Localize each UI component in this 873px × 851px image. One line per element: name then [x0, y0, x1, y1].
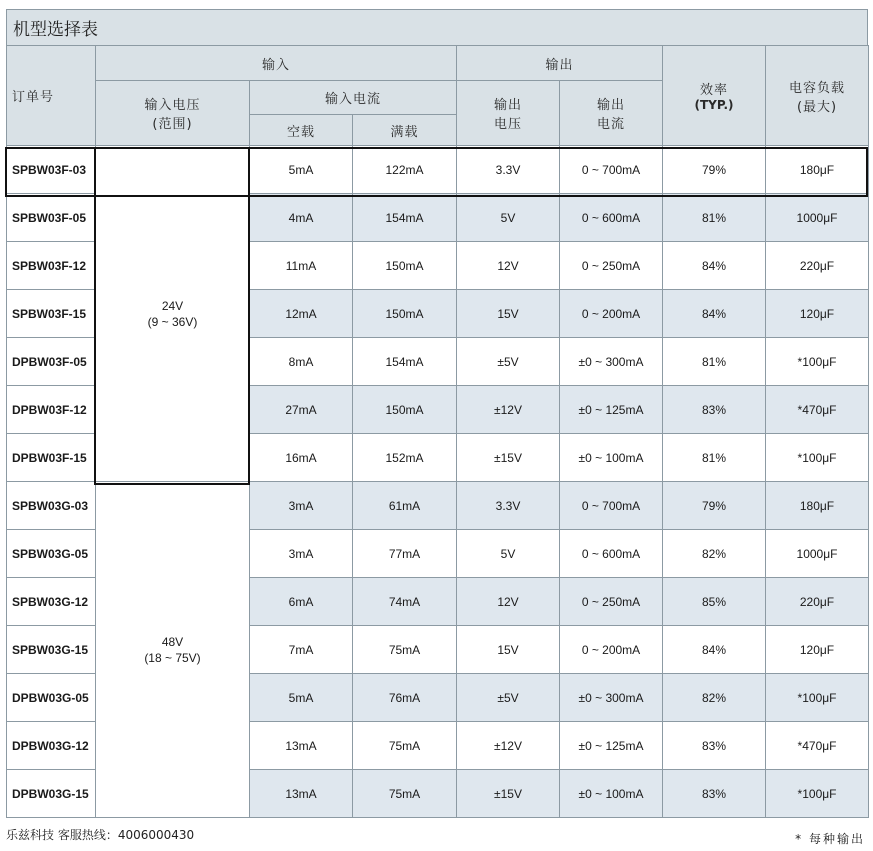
header-input-current: 输入电流 — [250, 81, 457, 115]
no-load-current: 6mA — [250, 578, 353, 626]
header-input-voltage-label: 输入电压 — [144, 98, 201, 113]
order-number: SPBW03G-15 — [7, 626, 96, 674]
full-load-current: 61mA — [353, 482, 457, 530]
header-order-no: 订单号 — [7, 46, 96, 146]
no-load-current: 3mA — [250, 482, 353, 530]
output-current: ±0 ~ 100mA — [560, 434, 663, 482]
header-cap-load-sub: (最大) — [796, 99, 838, 115]
capacitive-load: 180μF — [766, 146, 869, 194]
order-number: SPBW03G-03 — [7, 482, 96, 530]
order-number: DPBW03F-12 — [7, 386, 96, 434]
order-number: SPBW03G-12 — [7, 578, 96, 626]
full-load-current: 150mA — [353, 242, 457, 290]
full-load-current: 77mA — [353, 530, 457, 578]
header-input-voltage-sub: (范围) — [152, 117, 193, 132]
no-load-current: 27mA — [250, 386, 353, 434]
output-current: 0 ~ 200mA — [560, 626, 663, 674]
no-load-current: 7mA — [250, 626, 353, 674]
output-voltage: 12V — [457, 242, 560, 290]
order-number: SPBW03F-05 — [7, 194, 96, 242]
header-full-load: 满载 — [353, 115, 457, 146]
output-voltage: ±5V — [457, 338, 560, 386]
no-load-current: 5mA — [250, 674, 353, 722]
output-voltage: 5V — [457, 194, 560, 242]
no-load-current: 16mA — [250, 434, 353, 482]
output-voltage: ±15V — [457, 770, 560, 818]
capacitive-load: *100μF — [766, 770, 869, 818]
efficiency: 82% — [663, 674, 766, 722]
order-number: DPBW03F-15 — [7, 434, 96, 482]
output-current: 0 ~ 600mA — [560, 194, 663, 242]
full-load-current: 150mA — [353, 290, 457, 338]
output-voltage: 5V — [457, 530, 560, 578]
efficiency: 81% — [663, 434, 766, 482]
full-load-current: 75mA — [353, 722, 457, 770]
output-voltage: ±5V — [457, 674, 560, 722]
output-voltage: 15V — [457, 626, 560, 674]
header-cap-load-label: 电容负载 — [789, 80, 846, 96]
capacitive-load: 120μF — [766, 626, 869, 674]
input-voltage: 24V — [161, 298, 184, 313]
header-output-voltage-line1: 输出 — [493, 98, 522, 113]
no-load-current: 5mA — [250, 146, 353, 194]
footer-note: * 每种输出 — [795, 832, 865, 846]
capacitive-load: 180μF — [766, 482, 869, 530]
table-title: 机型选择表 — [6, 9, 868, 45]
output-voltage: 3.3V — [457, 146, 560, 194]
no-load-current: 8mA — [250, 338, 353, 386]
full-load-current: 152mA — [353, 434, 457, 482]
header-output-voltage-line2: 电压 — [493, 117, 522, 132]
output-voltage: 15V — [457, 290, 560, 338]
table-row — [7, 146, 869, 194]
header-output-current-line1: 输出 — [597, 98, 626, 113]
header-efficiency-sub: (TYP.) — [694, 98, 734, 112]
capacitive-load: 220μF — [766, 242, 869, 290]
efficiency: 84% — [663, 242, 766, 290]
output-current: ±0 ~ 300mA — [560, 674, 663, 722]
efficiency: 83% — [663, 386, 766, 434]
full-load-current: 74mA — [353, 578, 457, 626]
input-voltage: 48V — [161, 634, 184, 649]
full-load-current: 76mA — [353, 674, 457, 722]
efficiency: 81% — [663, 194, 766, 242]
no-load-current: 13mA — [250, 770, 353, 818]
header-output-current — [560, 81, 663, 146]
output-voltage: 3.3V — [457, 482, 560, 530]
full-load-current: 75mA — [353, 626, 457, 674]
no-load-current: 13mA — [250, 722, 353, 770]
full-load-current: 75mA — [353, 770, 457, 818]
efficiency: 85% — [663, 578, 766, 626]
header-output-current-line2: 电流 — [597, 117, 626, 132]
output-current: ±0 ~ 125mA — [560, 386, 663, 434]
full-load-current: 122mA — [353, 146, 457, 194]
input-voltage-range: (9 ~ 36V) — [147, 314, 198, 329]
header-no-load: 空载 — [250, 115, 353, 146]
header-input-voltage — [96, 81, 250, 146]
output-current: 0 ~ 250mA — [560, 578, 663, 626]
order-number: DPBW03F-05 — [7, 338, 96, 386]
model-selection-sheet — [6, 9, 868, 818]
output-current: ±0 ~ 125mA — [560, 722, 663, 770]
output-current: 0 ~ 200mA — [560, 290, 663, 338]
table-body — [7, 146, 869, 818]
capacitive-load: *100μF — [766, 674, 869, 722]
header-output-voltage — [457, 81, 560, 146]
efficiency: 82% — [663, 530, 766, 578]
order-number: SPBW03F-15 — [7, 290, 96, 338]
output-voltage: ±15V — [457, 434, 560, 482]
capacitive-load: 220μF — [766, 578, 869, 626]
capacitive-load: 120μF — [766, 290, 869, 338]
output-current: 0 ~ 600mA — [560, 530, 663, 578]
capacitive-load: *470μF — [766, 386, 869, 434]
order-number: SPBW03F-12 — [7, 242, 96, 290]
order-number: SPBW03F-03 — [7, 146, 96, 194]
output-current: ±0 ~ 300mA — [560, 338, 663, 386]
output-current: 0 ~ 700mA — [560, 482, 663, 530]
no-load-current: 12mA — [250, 290, 353, 338]
order-number: DPBW03G-05 — [7, 674, 96, 722]
output-current: ±0 ~ 100mA — [560, 770, 663, 818]
efficiency: 81% — [663, 338, 766, 386]
header-input: 输入 — [96, 46, 457, 81]
order-number: DPBW03G-12 — [7, 722, 96, 770]
capacitive-load: *100μF — [766, 338, 869, 386]
output-current: 0 ~ 250mA — [560, 242, 663, 290]
full-load-current: 154mA — [353, 338, 457, 386]
efficiency: 83% — [663, 722, 766, 770]
efficiency: 84% — [663, 290, 766, 338]
output-voltage: ±12V — [457, 386, 560, 434]
order-number: DPBW03G-15 — [7, 770, 96, 818]
header-output: 输出 — [457, 46, 663, 81]
header-efficiency-label: 效率 — [700, 83, 729, 98]
input-voltage-group-48v — [96, 482, 250, 818]
no-load-current: 4mA — [250, 194, 353, 242]
capacitive-load: *470μF — [766, 722, 869, 770]
output-voltage: ±12V — [457, 722, 560, 770]
efficiency: 79% — [663, 146, 766, 194]
header-efficiency — [663, 46, 766, 146]
output-current: 0 ~ 700mA — [560, 146, 663, 194]
table-row — [7, 482, 869, 530]
order-number: SPBW03G-05 — [7, 530, 96, 578]
input-voltage-range: (18 ~ 75V) — [144, 650, 201, 665]
capacitive-load: 1000μF — [766, 194, 869, 242]
full-load-current: 154mA — [353, 194, 457, 242]
capacitive-load: 1000μF — [766, 530, 869, 578]
no-load-current: 11mA — [250, 242, 353, 290]
header-cap-load — [766, 46, 869, 146]
output-voltage: 12V — [457, 578, 560, 626]
model-selection-table — [6, 45, 869, 818]
capacitive-load: *100μF — [766, 434, 869, 482]
full-load-current: 150mA — [353, 386, 457, 434]
efficiency: 84% — [663, 626, 766, 674]
efficiency: 83% — [663, 770, 766, 818]
efficiency: 79% — [663, 482, 766, 530]
no-load-current: 3mA — [250, 530, 353, 578]
footer-hotline: 乐兹科技 客服热线：4006000430 — [6, 828, 195, 842]
input-voltage-group-24v — [96, 146, 250, 482]
